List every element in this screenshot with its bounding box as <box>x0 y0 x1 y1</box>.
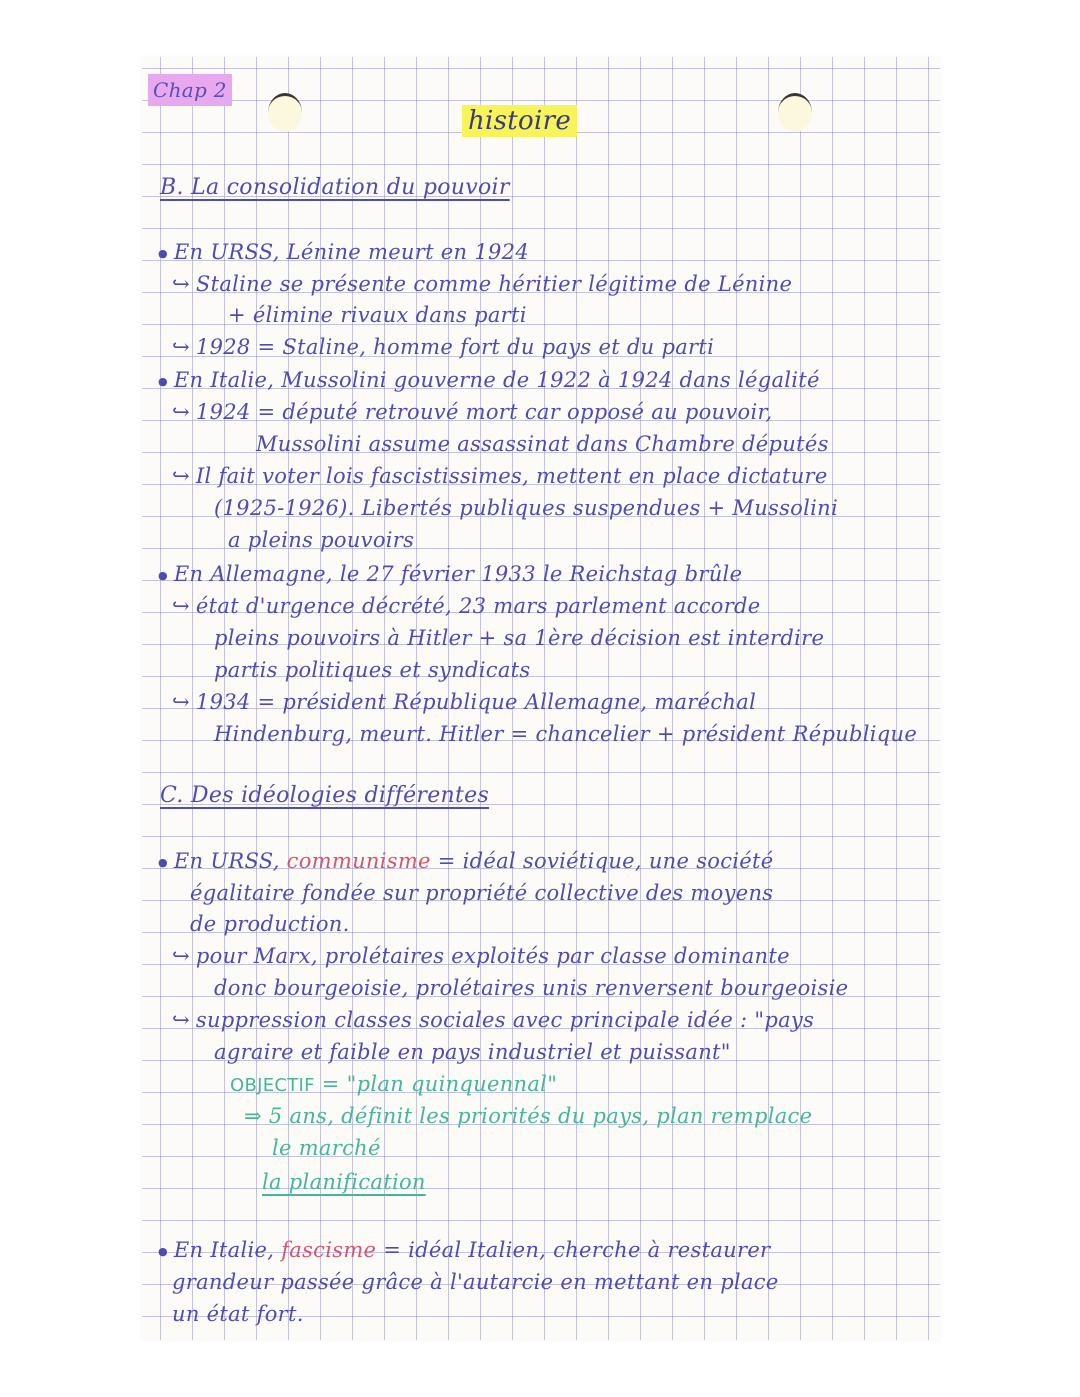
note-text: 1928 = Staline, homme fort du pays et du parti <box>195 335 715 359</box>
section-b-heading-text: B. La consolidation du pouvoir <box>160 175 510 200</box>
note-text: = idéal Italien, cherche à restaurer <box>376 1238 771 1262</box>
note-line-underlined: la planification <box>262 1170 426 1194</box>
note-line: Mussolini assume assassinat dans Chambre députés <box>256 432 829 456</box>
note-line: (1925-1926). Libertés publiques suspendues + Mussolini <box>214 496 838 520</box>
objectif-label: OBJECTIF <box>230 1075 315 1096</box>
note-line: pleins pouvoirs à Hitler + sa 1ère décision est interdire <box>214 626 825 650</box>
note-text: = idéal soviétique, une société <box>430 849 774 873</box>
note-line: agraire et faible en pays industriel et puissant" <box>214 1040 731 1064</box>
note-line: donc bourgeoisie, prolétaires unis renversent bourgeoisie <box>214 976 849 1000</box>
note-line: partis politiques et syndicats <box>214 658 531 682</box>
binder-hole-left <box>268 93 302 132</box>
note-line: Hindenburg, meurt. Hitler = chancelier + président République <box>214 722 918 746</box>
arrow-icon: ↪ <box>172 594 190 618</box>
objectif-line <box>230 1068 557 1102</box>
italie-bullet: ● En Italie, Mussolini gouverne de 1922 à 1924 dans légalité <box>158 364 820 398</box>
binder-hole-right <box>778 93 812 132</box>
chapter-tag: Chap 2 <box>148 74 232 106</box>
note-text: état d'urgence décrété, 23 mars parlement accorde <box>195 594 761 618</box>
note-line: de production. <box>190 912 350 936</box>
allemagne-bullet: ● En Allemagne, le 27 février 1933 le Reichstag brûle <box>158 558 742 592</box>
arrow-icon: ↪ <box>172 690 190 714</box>
note-text: En URSS, <box>173 849 287 873</box>
note-line <box>172 396 772 428</box>
note-text: pour Marx, prolétaires exploités par classe dominante <box>195 944 790 968</box>
note-line <box>172 1004 814 1036</box>
note-line <box>172 460 828 492</box>
urss-bullet: ● En URSS, Lénine meurt en 1924 <box>158 236 529 270</box>
note-line: un état fort. <box>172 1302 304 1326</box>
note-text: Staline se présente comme héritier légitime de Lénine <box>195 272 793 296</box>
note-line <box>172 686 756 718</box>
note-text: 1934 = président République Allemagne, maréchal <box>195 690 757 714</box>
section-c-heading <box>160 780 489 812</box>
communisme-bullet <box>158 845 774 879</box>
note-text: Il fait voter lois fascistissimes, mettent en place dictature <box>195 464 828 488</box>
note-line: le marché <box>272 1136 381 1160</box>
arrow-icon: ↪ <box>172 272 190 296</box>
note-line <box>172 268 792 300</box>
note-text: 1924 = député retrouvé mort car opposé au pouvoir, <box>195 400 773 424</box>
arrow-icon: ↪ <box>172 944 190 968</box>
note-line <box>172 331 714 363</box>
note-line: égalitaire fondée sur propriété collective des moyens <box>190 881 774 905</box>
keyword-fascisme: fascisme <box>281 1238 377 1262</box>
section-c-heading-text: C. Des idéologies différentes <box>160 783 490 808</box>
note-line <box>172 590 761 622</box>
note-line: a pleins pouvoirs <box>228 528 415 552</box>
note-line: ⇒ 5 ans, définit les priorités du pays, plan remplace <box>244 1104 813 1128</box>
arrow-icon: ↪ <box>172 1008 190 1032</box>
note-line <box>172 940 790 972</box>
arrow-icon: ↪ <box>172 335 190 359</box>
section-b-heading <box>160 172 510 204</box>
arrow-icon: ↪ <box>172 464 190 488</box>
fascisme-bullet <box>158 1234 770 1268</box>
subject-title: histoire <box>462 105 577 137</box>
keyword-communisme: communisme <box>286 849 431 873</box>
note-text: suppression classes sociales avec principale idée : "pays <box>195 1008 815 1032</box>
note-line: + élimine rivaux dans parti <box>228 303 527 327</box>
note-text: En Italie, <box>173 1238 282 1262</box>
note-line: grandeur passée grâce à l'autarcie en mettant en place <box>172 1270 779 1294</box>
objectif-value: = "plan quinquennal" <box>314 1072 558 1096</box>
arrow-icon: ↪ <box>172 400 190 424</box>
